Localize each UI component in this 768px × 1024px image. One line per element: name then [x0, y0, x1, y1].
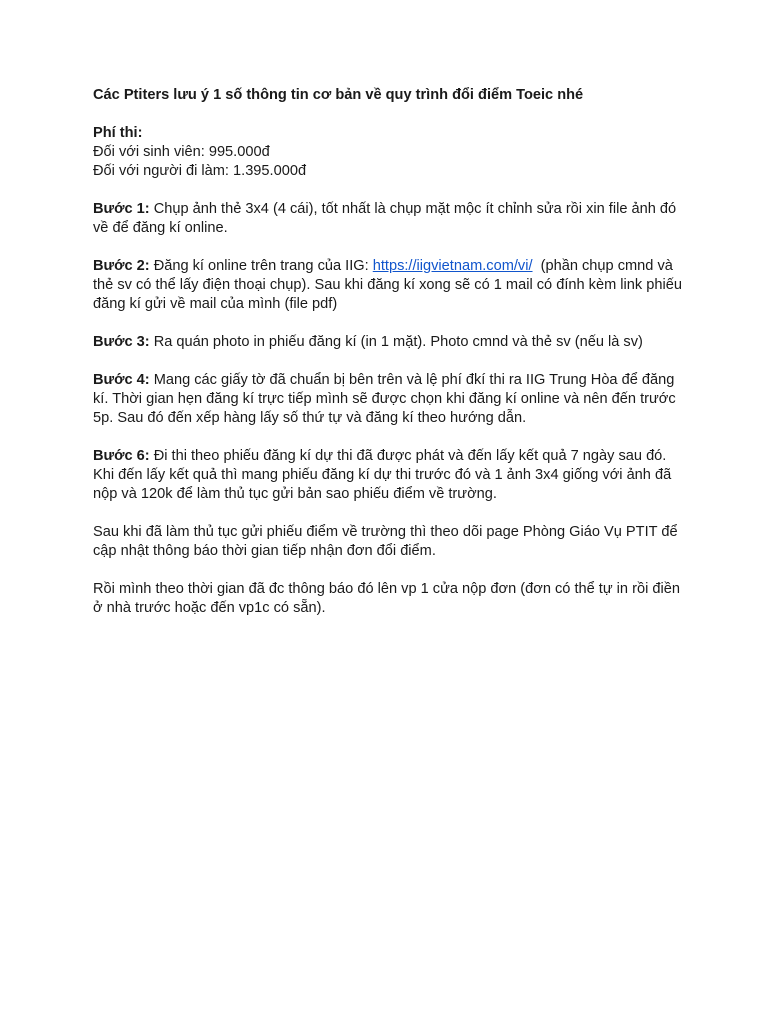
step-4-text: Mang các giấy tờ đã chuẩn bị bên trên và lệ phí đkí thi ra IIG Trung Hòa để đăng kí. Thời gian hẹn đăng kí trực tiếp mình sẽ được chọn khi đăng kí online và nên đến trước 5p. Sau đó đến xếp hàng lấy số thứ tự và đăng kí theo hướng dẫn. [93, 372, 676, 426]
step-3-text: Ra quán photo in phiếu đăng kí (in 1 mặt). Photo cmnd và thẻ sv (nếu là sv) [149, 334, 643, 350]
step-6-paragraph [93, 447, 683, 504]
fee-section [93, 124, 683, 181]
document-page [93, 86, 687, 637]
step-1 [93, 200, 683, 238]
step-3-label: Bước 3: [93, 334, 150, 350]
fee-heading: Phí thi: [93, 125, 143, 141]
note-1 [93, 523, 683, 561]
step-1-paragraph [93, 200, 683, 238]
iig-link[interactable]: https://iigvietnam.com/vi/ [372, 258, 533, 274]
note-2-text: Rồi mình theo thời gian đã đc thông báo đó lên vp 1 cửa nộp đơn (đơn có thể tự in rồi điền ở nhà trước hoặc đến vp1c có sẵn). [93, 581, 680, 616]
step-6 [93, 447, 683, 504]
step-6-label: Bước 6: [93, 448, 150, 464]
step-2-paragraph [93, 257, 687, 314]
step-3-paragraph [93, 333, 683, 352]
step-2 [93, 257, 687, 314]
note-1-text: Sau khi đã làm thủ tục gửi phiếu điểm về trường thì theo dõi page Phòng Giáo Vụ PTIT để cập nhật thông báo thời gian tiếp nhận đơn đổi điểm. [93, 524, 678, 559]
step-1-label: Bước 1: [93, 201, 150, 217]
step-4 [93, 371, 683, 428]
step-6-text: Đi thi theo phiếu đăng kí dự thi đã được phát và đến lấy kết quả 7 ngày sau đó. Khi đến lấy kết quả thì mang phiếu đăng kí dự thi trước đó và 1 ảnh 3x4 giống với ảnh đã nộp và 120k để làm thủ tục gửi bản sao phiếu điểm về trường. [93, 448, 672, 502]
fee-worker: Đối với người đi làm: 1.395.000đ [93, 163, 307, 179]
step-4-paragraph [93, 371, 683, 428]
note-2 [93, 580, 683, 618]
document-title: Các Ptiters lưu ý 1 số thông tin cơ bản về quy trình đổi điểm Toeic nhé [93, 87, 584, 103]
step-4-label: Bước 4: [93, 372, 150, 388]
step-3 [93, 333, 683, 352]
step-2-text-before: Đăng kí online trên trang của IIG: [149, 258, 373, 274]
step-2-label: Bước 2: [93, 258, 150, 274]
step-2-text-after: (phần chụp cmnd và thẻ sv có thể lấy điện thoại chụp). Sau khi đăng kí xong sẽ có 1 mail có đính kèm link phiếu đăng kí gửi về mail của mình (file pdf) [93, 258, 687, 312]
step-1-text: Chụp ảnh thẻ 3x4 (4 cái), tốt nhất là chụp mặt mộc ít chỉnh sửa rồi xin file ảnh đó về để đăng kí online. [93, 201, 677, 236]
fee-student: Đối với sinh viên: 995.000đ [93, 144, 270, 160]
